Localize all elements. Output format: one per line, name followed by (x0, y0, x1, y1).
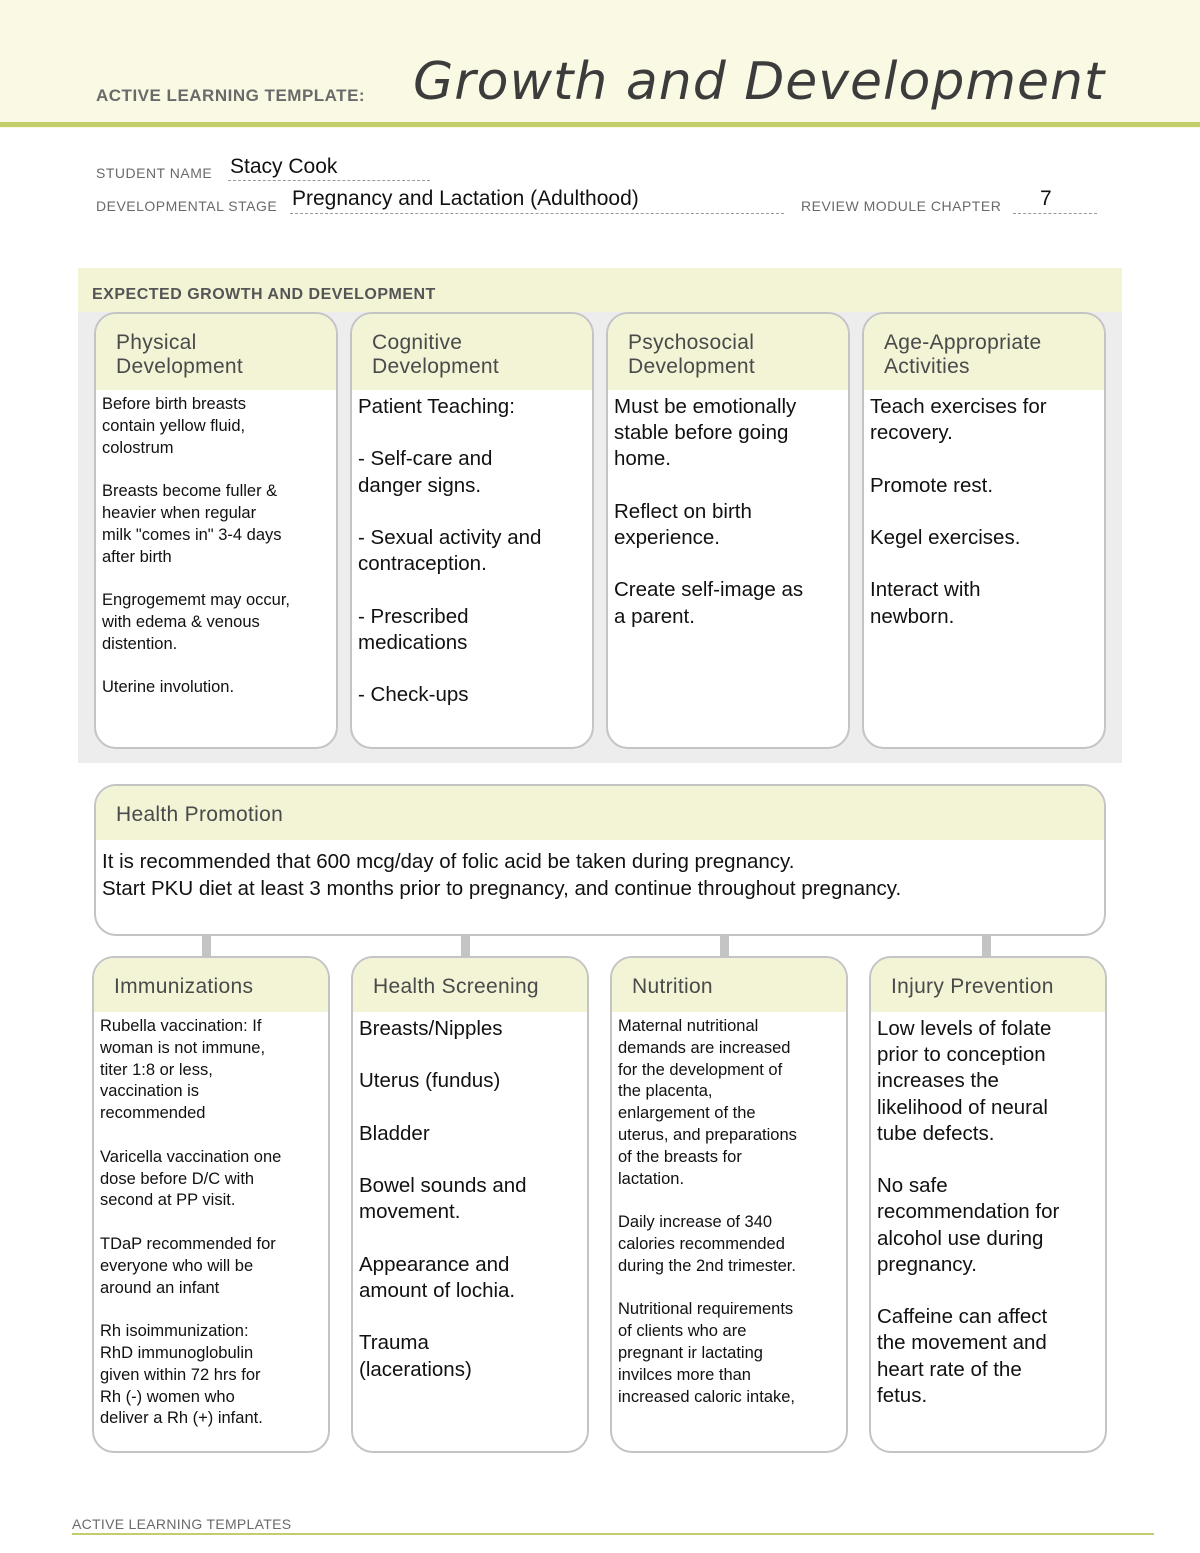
card-psychosocial-development (606, 312, 850, 749)
physical-development-text[interactable]: Before birth breasts contain yellow fluid, colostrum Breasts become fuller & heavier when regular milk "comes in" 3-4 days after birth Engrogememt may occur, with edema & venous distention. Uterine involution. (102, 395, 290, 697)
developmental-stage-line (290, 213, 784, 214)
footer-text: ACTIVE LEARNING TEMPLATES (72, 1516, 292, 1532)
card-health-promotion (94, 784, 1106, 936)
injury-prevention-text[interactable]: Low levels of folate prior to conception increases the likelihood of neural tube defects. No safe recommendation for alcohol use during pregnancy. Caffeine can affect the movement and heart rate of the fetus. (877, 1017, 1060, 1407)
header-rule (0, 122, 1200, 127)
card-title-line2: Activities (884, 355, 970, 378)
review-chapter-line (1013, 213, 1097, 214)
connector (982, 936, 991, 958)
student-name-label: STUDENT NAME (96, 165, 213, 181)
nutrition-text[interactable]: Maternal nutritional demands are increased for the development of the placenta, enlargement of the uterus, and preparations of the breasts for lactation. Daily increase of 340 calories recommended during the 2nd trimester. Nutritional requirements of clients who are pregnant ir lactating invilces more than increased caloric intake, (618, 1017, 797, 1406)
card-header (871, 958, 1105, 1012)
card-title-line2: Development (628, 355, 756, 378)
card-title-line2: Development (372, 355, 500, 378)
card-header (94, 958, 328, 1012)
immunizations-text[interactable]: Rubella vaccination: If woman is not immune, titer 1:8 or less, vaccination is recommended Varicella vaccination one dose before D/C with second at PP visit. TDaP recommended for everyone who will be around an infant Rh isoimmunization: RhD immunoglobulin given within 72 hrs for Rh (-) women who deliver a Rh (+) infant. (100, 1017, 282, 1428)
card-health-screening (351, 956, 589, 1453)
health-promotion-line2: Start PKU diet at least 3 months prior to pregnancy, and continue throughout pregnancy. (102, 877, 902, 900)
review-chapter-label: REVIEW MODULE CHAPTER (801, 198, 1002, 214)
template-label: ACTIVE LEARNING TEMPLATE: (96, 86, 366, 105)
health-promotion-title: Health Promotion (116, 803, 284, 826)
health-promotion-line1: It is recommended that 600 mcg/day of folic acid be taken during pregnancy. (102, 850, 795, 873)
card-header (353, 958, 587, 1012)
card-header (96, 314, 336, 390)
card-header (864, 314, 1104, 390)
expected-growth-title: EXPECTED GROWTH AND DEVELOPMENT (92, 286, 436, 303)
connector (461, 936, 470, 958)
card-title-line1: Physical (116, 331, 197, 354)
card-cognitive-development (350, 312, 594, 749)
student-name-line (228, 180, 430, 181)
health-promotion-text[interactable] (96, 840, 1104, 902)
footer-rule (72, 1533, 1154, 1535)
student-name-value[interactable]: Stacy Cook (230, 155, 338, 178)
age-appropriate-activities-text[interactable]: Teach exercises for recovery. Promote rest. Kegel exercises. Interact with newborn. (870, 395, 1047, 628)
card-nutrition (610, 956, 848, 1453)
health-screening-text[interactable]: Breasts/Nipples Uterus (fundus) Bladder Bowel sounds and movement. Appearance and amount of lochia. Trauma (lacerations) (359, 1017, 527, 1381)
card-title-line1: Age-Appropriate (884, 331, 1042, 354)
connector (202, 936, 211, 958)
health-screening-title: Health Screening (373, 975, 539, 998)
card-title-line1: Psychosocial (628, 331, 755, 354)
card-physical-development (94, 312, 338, 749)
card-header (96, 786, 1104, 840)
developmental-stage-value[interactable]: Pregnancy and Lactation (Adulthood) (292, 187, 639, 210)
template-title: Growth and Development (413, 52, 1106, 112)
card-title-line1: Cognitive (372, 331, 463, 354)
card-age-appropriate-activities (862, 312, 1106, 749)
card-immunizations (92, 956, 330, 1453)
connector (720, 936, 729, 958)
card-header (612, 958, 846, 1012)
nutrition-title: Nutrition (632, 975, 713, 998)
psychosocial-development-text[interactable]: Must be emotionally stable before going home. Reflect on birth experience. Create self-image as a parent. (614, 395, 804, 628)
immunizations-title: Immunizations (114, 975, 254, 998)
card-title-line2: Development (116, 355, 244, 378)
card-header (608, 314, 848, 390)
card-injury-prevention (869, 956, 1107, 1453)
cognitive-development-text[interactable]: Patient Teaching: - Self-care and danger signs. - Sexual activity and contraception. - Prescribed medications - Check-ups (358, 395, 542, 707)
injury-prevention-title: Injury Prevention (891, 975, 1054, 998)
card-header (352, 314, 592, 390)
developmental-stage-label: DEVELOPMENTAL STAGE (96, 198, 278, 214)
review-chapter-value[interactable]: 7 (1040, 187, 1052, 210)
